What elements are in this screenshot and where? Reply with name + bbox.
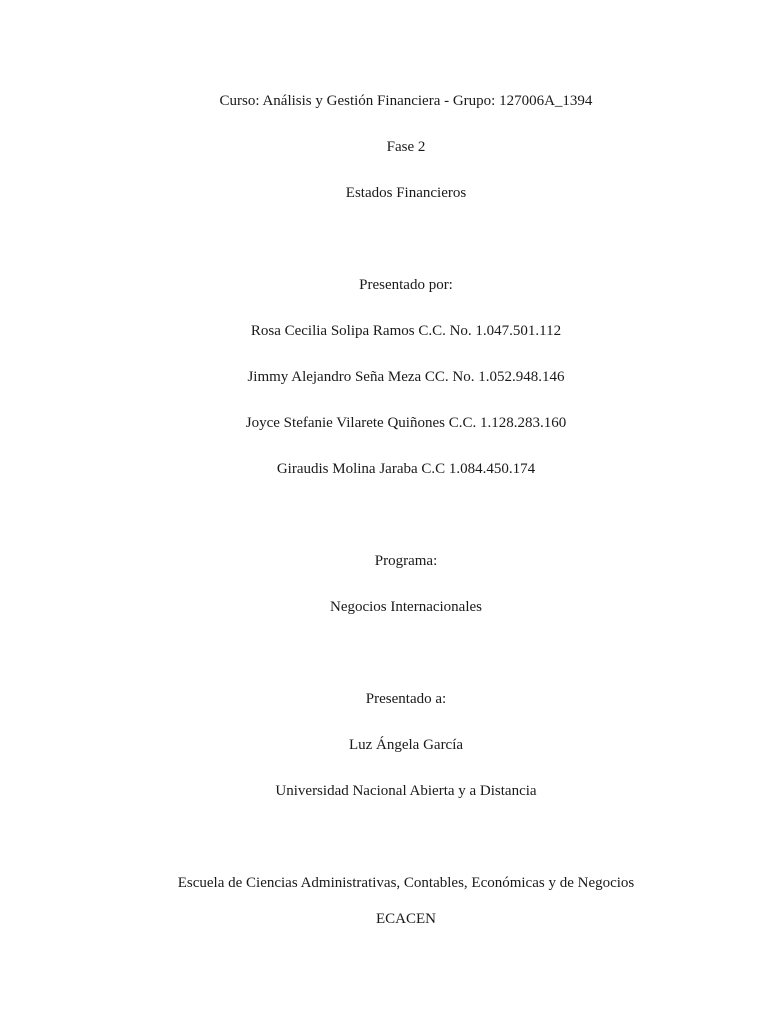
author-line: Rosa Cecilia Solipa Ramos C.C. No. 1.047.501.112 — [250, 323, 562, 339]
program-name: Negocios Internacionales — [329, 599, 483, 615]
presented-by-label: Presentado por: — [359, 277, 453, 293]
school-name: Escuela de Ciencias Administrativas, Contables, Económicas y de Negocios — [177, 875, 635, 891]
university-name: Universidad Nacional Abierta y a Distancia — [275, 783, 537, 799]
school-acronym: ECACEN — [376, 911, 436, 927]
tutor-name: Luz Ángela García — [348, 737, 464, 753]
course-line: Curso: Análisis y Gestión Financiera - Grupo: 127006A_1394 — [219, 93, 593, 109]
author-line: Joyce Stefanie Vilarete Quiñones C.C. 1.128.283.160 — [245, 415, 567, 431]
topic-line: Estados Financieros — [345, 185, 467, 201]
program-label: Programa: — [374, 553, 438, 569]
author-line: Giraudis Molina Jaraba C.C 1.084.450.174 — [276, 461, 536, 477]
phase-line: Fase 2 — [386, 139, 426, 155]
presented-to-label: Presentado a: — [365, 691, 447, 707]
author-line: Jimmy Alejandro Seña Meza CC. No. 1.052.948.146 — [247, 369, 565, 385]
